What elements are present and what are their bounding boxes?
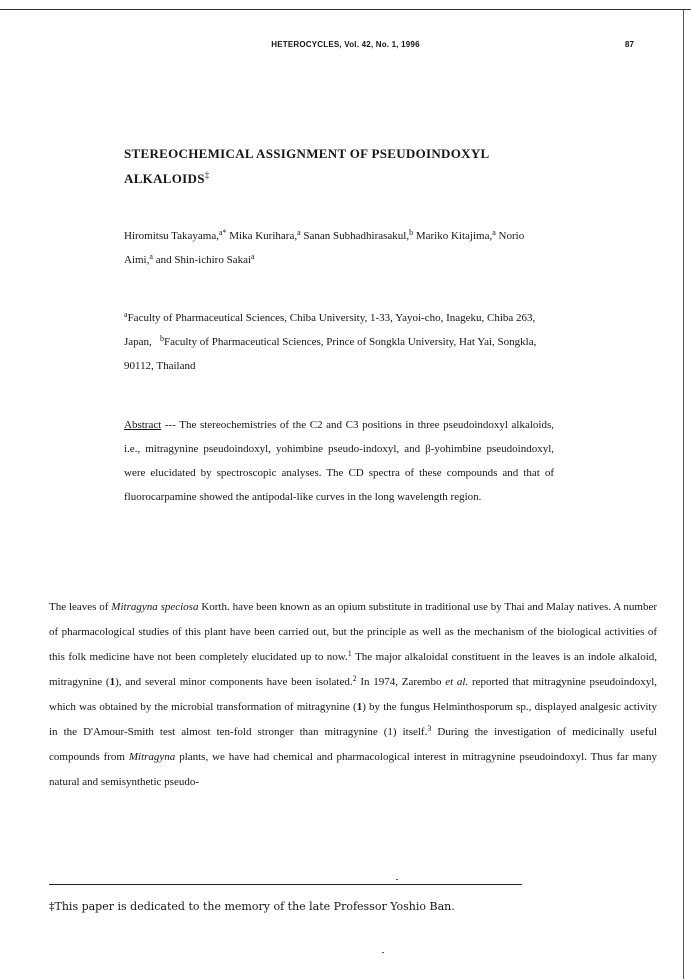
- title-line-1: STEREOCHEMICAL ASSIGNMENT OF PSEUDOINDOXYL: [124, 146, 490, 161]
- et-al: et al.: [445, 676, 469, 688]
- body-text-run: ) by the fungus Helminthosporum sp., displayed analgesic activity in the D'Amour-Smith test almost ten-fold stronger than mitragynine (1) itself.: [49, 701, 657, 738]
- right-margin-rule: [683, 9, 684, 979]
- author-list: [124, 224, 554, 272]
- body-text-run: Korth. have been known as an opium substitute in traditional use by Thai and Malay natives. A number of pharmacological studies of this plant have been carried out, but the principle as well as the mechanism of the biological activities of this folk medicine have not been completely elucidated up to now.: [49, 601, 658, 663]
- affiliations: [124, 306, 554, 378]
- author-affiliation-mark: b: [409, 228, 414, 237]
- author-affiliation-mark: a: [297, 228, 301, 237]
- footnote-text: This paper is dedicated to the memory of the late Professor Yoshio Ban.: [54, 900, 455, 913]
- affiliation-a-mark: a: [124, 310, 128, 319]
- paragraph-1: [49, 595, 657, 795]
- paper-title: [124, 141, 564, 191]
- genus-name: Mitragyna: [128, 751, 176, 763]
- body-text-run: During the investigation of medicinally useful compounds from: [49, 726, 658, 763]
- author-name: Hiromitsu Takayama,: [124, 230, 219, 242]
- abstract-text: --- The stereochemistries of the C2 and C3 positions in three pseudoindoxyl alkaloids, i.e., mitragynine pseudoindoxyl, yohimbine pseudo-indoxyl, and β-yohimbine pseudoindoxyl, were elucidated by spectroscopic analyses. The CD spectra of these compounds and that of fluorocarpamine showed the antipodal-like curves in the long wavelength region.: [124, 419, 554, 503]
- species-name: Mitragyna speciosa: [111, 601, 199, 613]
- top-rule: [0, 9, 691, 10]
- author-affiliation-mark: a: [251, 252, 255, 261]
- author-affiliation-mark: a*: [218, 228, 227, 237]
- author-name: Mika Kurihara,: [226, 230, 298, 242]
- footnote: [49, 900, 455, 913]
- body-text-run: ), and several minor components have been isolated.: [115, 676, 353, 688]
- body-text-run: reported that mitragynine pseudoindoxyl, which was obtained by the microbial transformation of mitragynine (: [49, 676, 658, 713]
- footnote-rule: [49, 884, 522, 885]
- title-footnote-mark: ‡: [204, 170, 210, 180]
- title-line-2: [124, 166, 564, 191]
- abstract: [124, 413, 554, 509]
- author-name: Norio Aimi,: [124, 230, 525, 266]
- body-text-run: In 1974, Zarembo: [356, 676, 446, 688]
- author-name: Sanan Subhadhirasakul,: [300, 230, 410, 242]
- body-text-run: The leaves of: [49, 601, 112, 613]
- author-affiliation-mark: a: [492, 228, 496, 237]
- abstract-label: Abstract: [124, 419, 162, 431]
- compound-number: 1: [109, 676, 116, 688]
- title-line-2-text: ALKALOIDS: [124, 171, 205, 186]
- compound-number: 1: [356, 701, 363, 713]
- affiliation-b-mark: b: [160, 334, 165, 343]
- scan-speck: [382, 952, 384, 953]
- body-text-run: plants, we have had chemical and pharmacological interest in mitragynine pseudoindoxyl. Thus far many natural and semisynthetic pseudo-: [49, 751, 657, 788]
- body-paragraph: [49, 595, 657, 795]
- affiliation-b-text: Faculty of Pharmaceutical Sciences, Prince of Songkla University, Hat Yai, Songkla, 90112, Thailand: [124, 336, 537, 372]
- body-text-run: The major alkaloidal constituent in the leaves is an indole alkaloid, mitragynine (: [49, 651, 658, 688]
- author-name: Mariko Kitajima,: [413, 230, 493, 242]
- running-header: HETEROCYCLES, Vol. 42, No. 1, 1996: [271, 40, 420, 49]
- footnote-mark: ‡: [49, 900, 55, 913]
- affiliation-a-text: Faculty of Pharmaceutical Sciences, Chiba University, 1-33, Yayoi-cho, Inageku, Chiba 263, Japan,: [124, 312, 536, 348]
- reference-mark: 3: [427, 724, 432, 733]
- author-name: and Shin-ichiro Sakai: [152, 254, 252, 266]
- author-affiliation-mark: a: [149, 252, 153, 261]
- reference-mark: 2: [352, 674, 357, 683]
- reference-mark: 1: [347, 649, 352, 658]
- page-number: 87: [625, 40, 634, 49]
- scan-speck: [396, 879, 398, 880]
